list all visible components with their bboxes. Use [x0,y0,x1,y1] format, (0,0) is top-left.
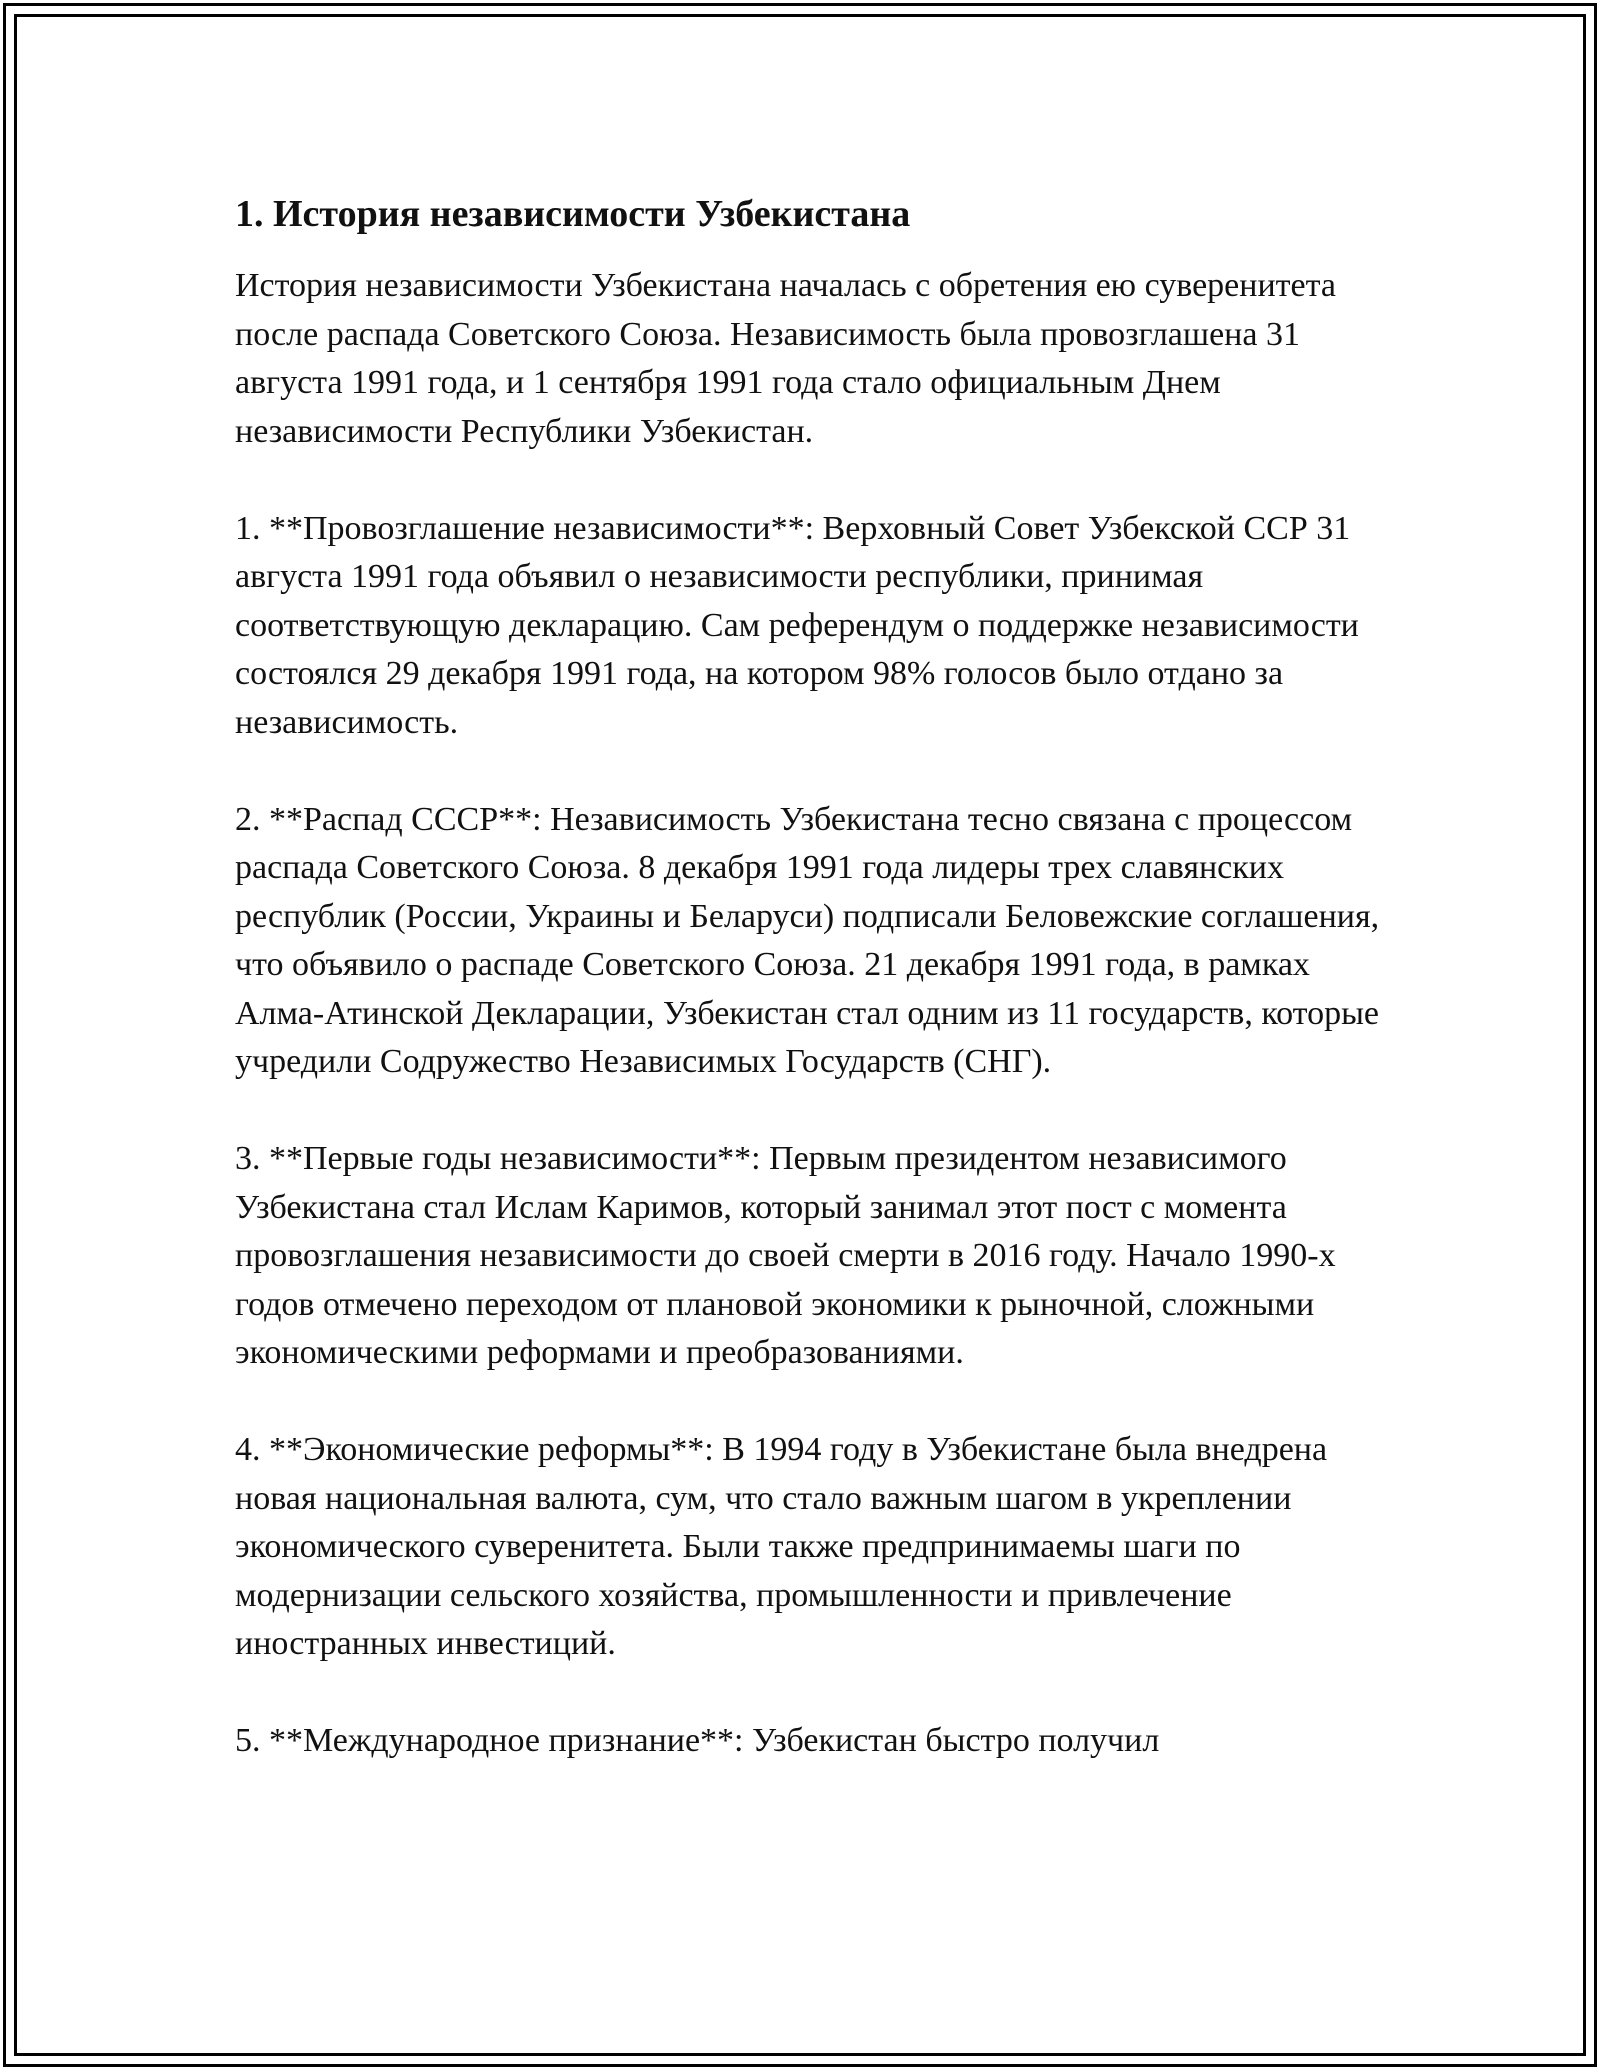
section-heading: 1. История независимости Узбекистана [235,193,911,235]
intro-paragraph: История независимости Узбекистана началась с обретения ею суверенитета после распада Советского Союза. Независимость была провозглашена 31 августа 1991 года, и 1 сентября 1991 года стало официальным Днем независимости Республики Узбекистан. [235,267,1336,450]
paragraph-first-years: 3. **Первые годы независимости**: Первым президентом независимого Узбекистана стал Ислам Каримов, который занимал этот пост с момента провозглашения независимости до своей смерти в 2016 году. Начало 1990-х годов отмечено переходом от плановой экономики к рыночной, сложными экономическими реформами и преобразованиями. [235,1140,1336,1371]
paragraph-proclamation: 1. **Провозглашение независимости**: Верховный Совет Узбекской ССР 31 августа 1991 года объявил о независимости республики, принимая соответствующую декларацию. Сам референдум о поддержке независимости состоялся 29 декабря 1991 года, на котором 98% голосов было отдано за независимость. [235,509,1359,741]
paragraph-international-recognition: 5. **Международное признание**: Узбекистан быстро получил [235,1722,1160,1759]
document-body [235,186,1395,1814]
paragraph-economic-reforms: 4. **Экономические реформы**: В 1994 году в Узбекистане была внедрена новая национальная валюта, сум, что стало важным шагом в укреплении экономического суверенитета. Были также предпринимаемы шаги по модернизации сельского хозяйства, промышленности и привлечение иностранных инвестиций. [235,1431,1328,1662]
paragraph-ussr-collapse: 2. **Распад СССР**: Независимость Узбекистана тесно связана с процессом распада Советского Союза. 8 декабря 1991 года лидеры трех славянских республик (России, Украины и Беларуси) подписали Беловежские соглашения, что объявило о распаде Советского Союза. 21 декабря 1991 года, в рамках Алма-Атинской Декларации, Узбекистан стал одним из 11 государств, которые учредили Содружество Независимых Государств (СНГ). [235,800,1380,1080]
